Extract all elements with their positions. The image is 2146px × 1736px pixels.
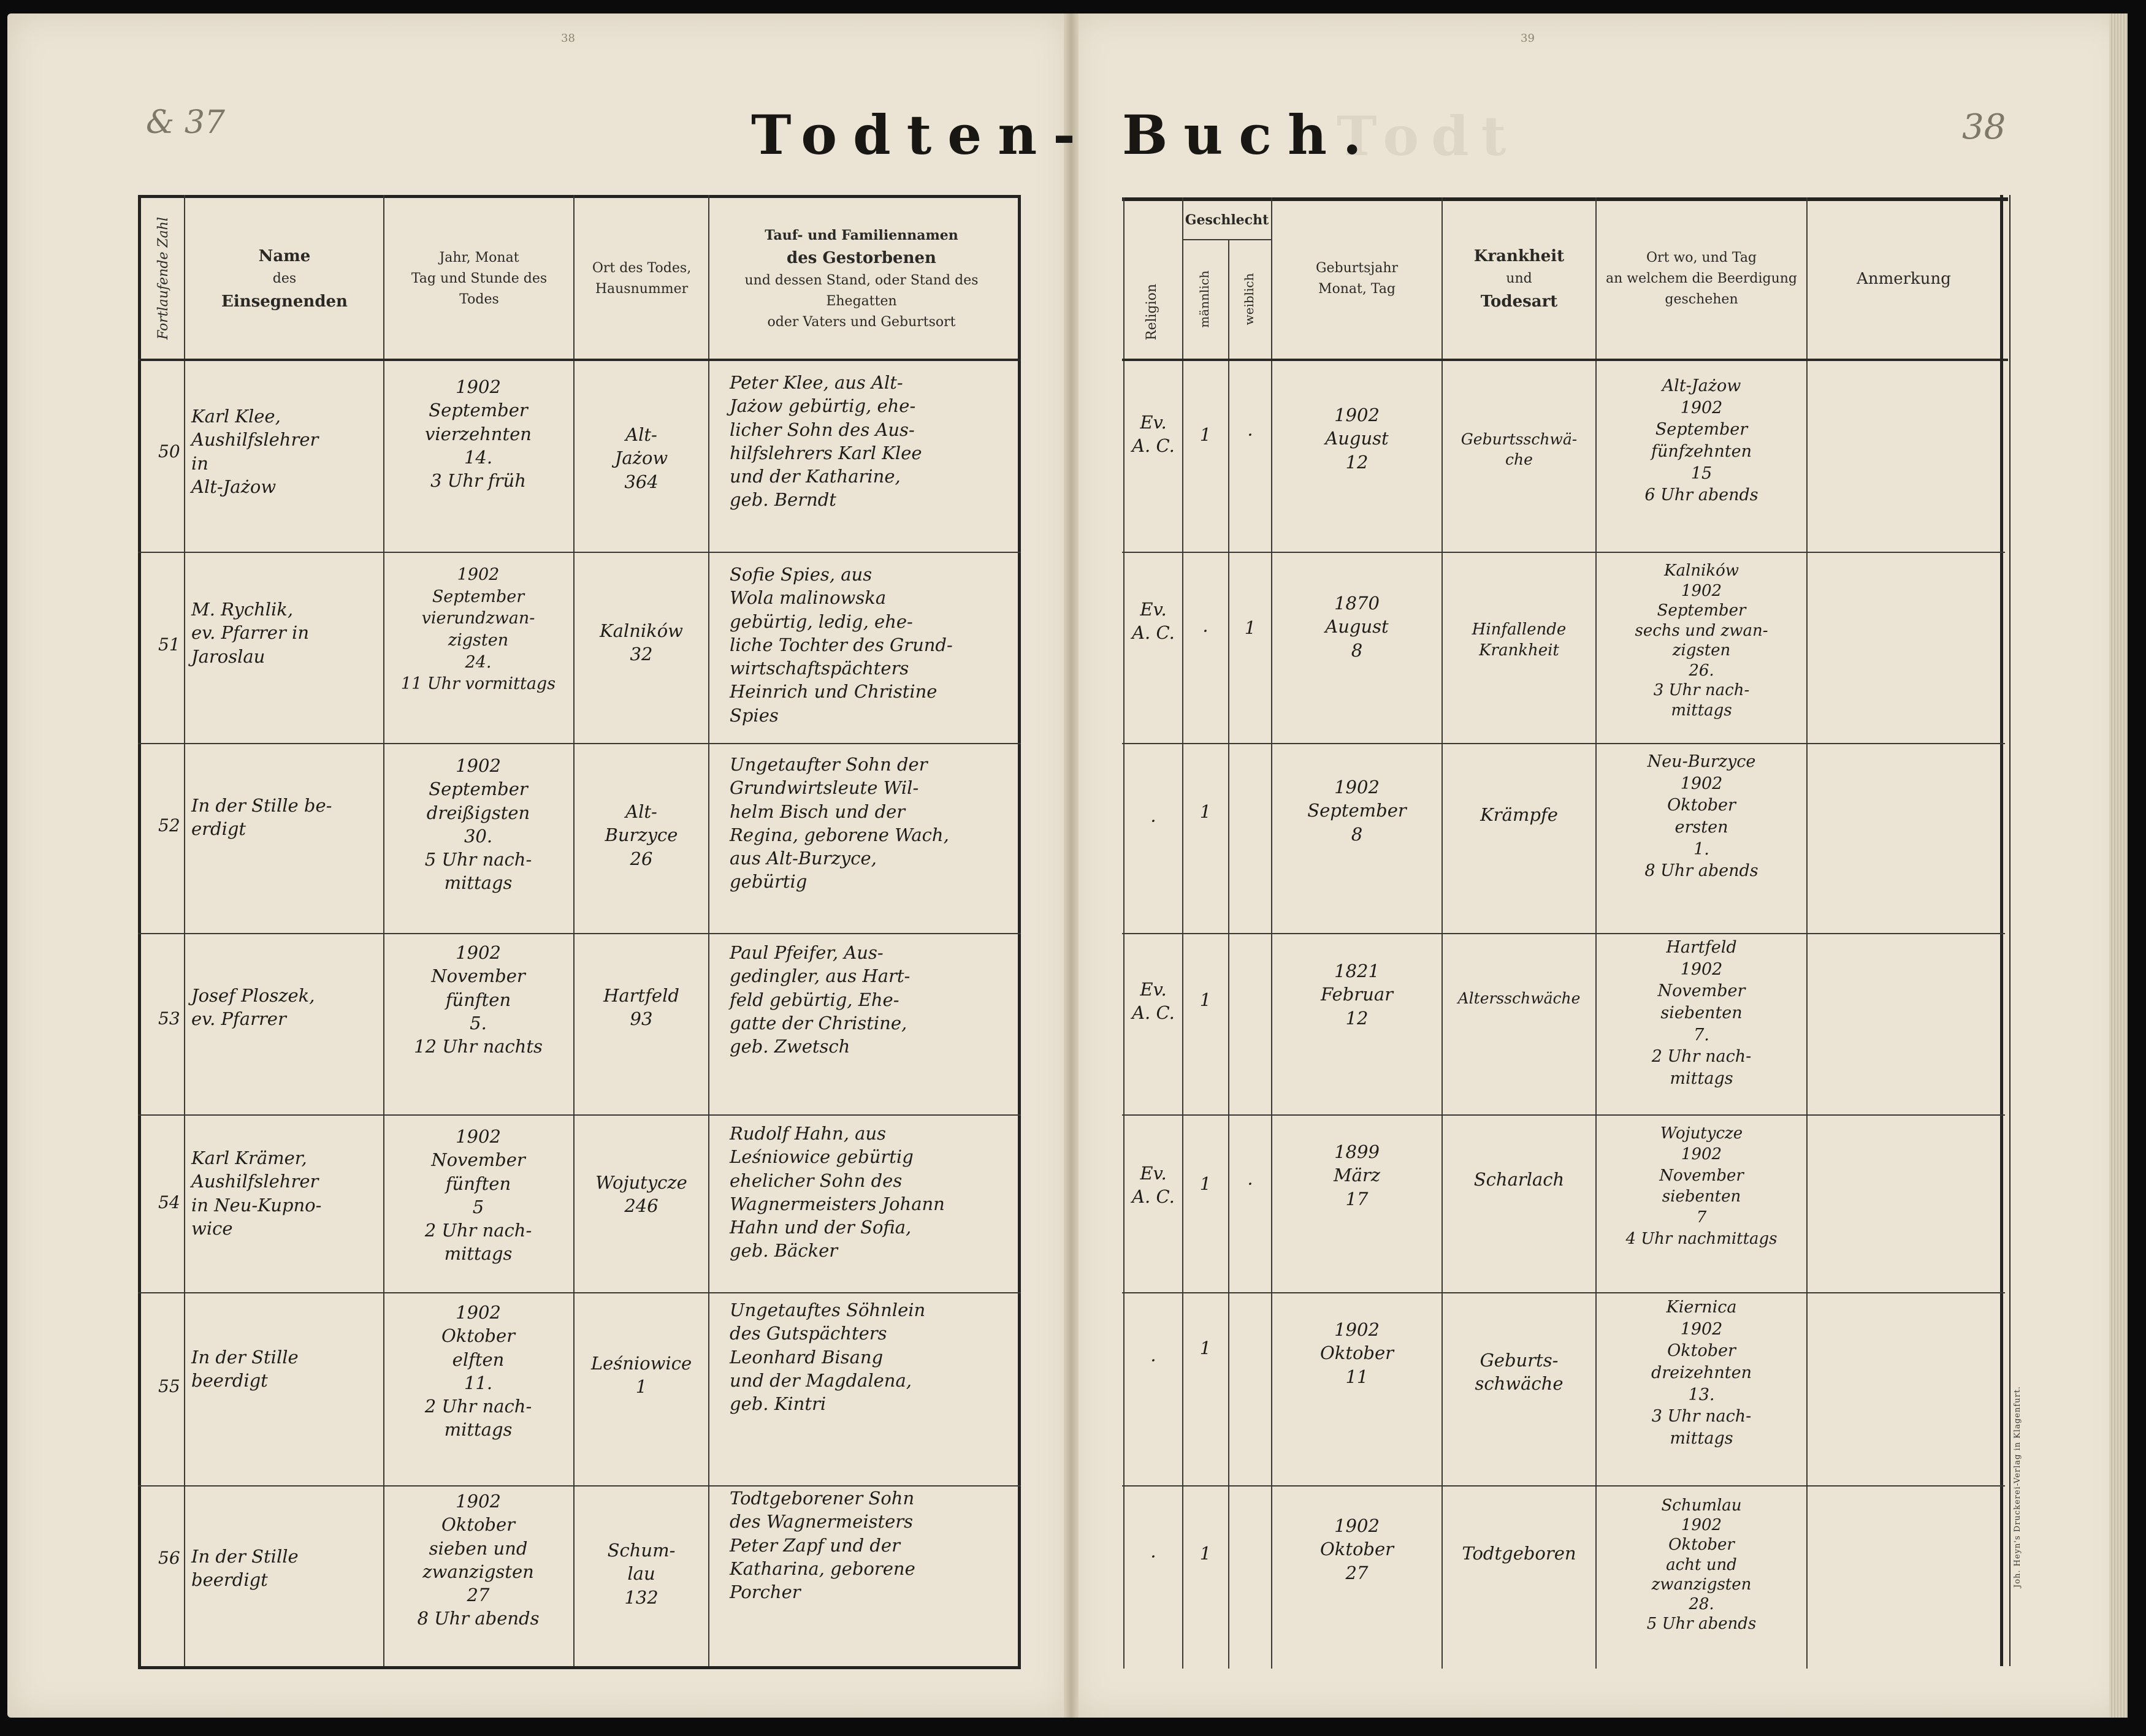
birth-date: 1902 Oktober 11 (1319, 1319, 1394, 1387)
deceased-details: Sofie Spies, aus Wola malinowska gebürtig, ledig, ehe- liche Tochter des Grund- wirtschaftspächters Heinrich und Christine Spies (730, 564, 953, 726)
death-place: Schum- lau 132 (607, 1540, 676, 1608)
header-geschlecht: Geschlecht (1185, 211, 1269, 228)
burial: Hartfeld 1902 November siebenten 7. 2 Uhr nach- mittags (1651, 938, 1752, 1088)
header-fortlaufende-zahl: Fortlaufende Zahl (156, 216, 171, 340)
page-edges (2109, 13, 2128, 1718)
burial: Kalników 1902 September sechs und zwan- zigsten 26. 3 Uhr nach- mittags (1635, 562, 1768, 720)
illness: Altersschwäche (1457, 989, 1581, 1007)
illness: Krämpfe (1480, 804, 1558, 825)
deceased-details: Rudolf Hahn, aus Leśniowice gebürtig ehelicher Sohn des Wagnermeisters Johann Hahn und der Sofia, geb. Bäcker (730, 1123, 945, 1262)
burial: Kiernica 1902 Oktober dreizehnten 13. 3 Uhr nach- mittags (1651, 1298, 1752, 1448)
death-place: Leśniowice 1 (590, 1353, 692, 1398)
illness: Geburts- schwäche (1475, 1350, 1564, 1395)
header-birth: Geburtsjahr Monat, Tag (1315, 260, 1399, 297)
religion: Ev. A. C. (1132, 979, 1175, 1024)
header-illness: Krankheit und Todesart (1473, 246, 1565, 311)
burial: Wojutycze 1902 November siebenten 7 4 Uhr nachmittags (1625, 1124, 1778, 1248)
ghost-bleedthrough-title: Todt (1337, 104, 1519, 168)
header-burial: Ort wo, und Tag an welchem die Beerdigung geschehen (1605, 249, 1797, 308)
religion: · (1150, 810, 1156, 831)
right-table-top (1122, 197, 2008, 201)
death-date: 1902 November fünften 5. 12 Uhr nachts (414, 942, 543, 1057)
death-place: Kalników 32 (599, 620, 684, 665)
officiant-name: In der Stille beerdigt (191, 1347, 299, 1391)
death-place: Wojutycze 246 (595, 1172, 687, 1217)
birth-date: 1899 März 17 (1333, 1141, 1381, 1209)
deceased-details: Ungetaufter Sohn der Grundwirtsleute Wil- helm Bisch und der Regina, geborene Wach, aus Alt-Burzyce, gebürtig (730, 754, 949, 893)
header-maennlich: männlich (1197, 270, 1212, 328)
officiant-name: In der Stille be- erdigt (191, 795, 332, 840)
religion: Ev. A. C. (1132, 599, 1175, 644)
officiant-name: Karl Krämer, Aushilfslehrer in Neu-Kupno- wice (191, 1148, 322, 1239)
death-date: 1902 September dreißigsten 30. 5 Uhr nach- mittags (424, 755, 532, 894)
row-number: 52 (158, 815, 180, 836)
illness: Geburtsschwä- che (1461, 430, 1578, 468)
religion: Ev. A. C. (1132, 412, 1175, 457)
burial: Neu-Burzyce 1902 Oktober ersten 1. 8 Uhr abends (1644, 752, 1758, 881)
title-part-1: Todten- (751, 103, 1091, 167)
row-number: 53 (158, 1008, 180, 1029)
death-place: Alt- Jażow 364 (614, 424, 668, 492)
birth-date: 1902 Oktober 27 (1319, 1515, 1394, 1583)
row-number: 50 (158, 441, 180, 462)
religion: Ev. A. C. (1132, 1163, 1175, 1208)
illness: Todtgeboren (1462, 1543, 1576, 1564)
book-gutter (1064, 13, 1079, 1718)
female: · (1247, 424, 1253, 445)
birth-date: 1902 August 12 (1325, 405, 1389, 473)
burial: Alt-Jażow 1902 September fünfzehnten 15 6 Uhr abends (1644, 376, 1758, 505)
burial: Schumlau 1902 Oktober acht und zwanzigsten 28. 5 Uhr abends (1646, 1496, 1757, 1634)
header-place: Ort des Todes, Hausnummer (592, 260, 692, 297)
male: 1 (1199, 1173, 1212, 1194)
religion: · (1150, 1350, 1156, 1371)
page-number-left: & 37 (146, 104, 225, 141)
officiant-name: Josef Ploszek, ev. Pfarrer (191, 985, 315, 1030)
birth-date: 1821 Februar 12 (1321, 961, 1393, 1029)
row-number: 55 (158, 1376, 180, 1396)
header-religion: Religion (1144, 283, 1159, 341)
header-date: Jahr, Monat Tag und Stunde des Todes (411, 249, 548, 308)
male: 1 (1199, 1543, 1212, 1564)
illness: Scharlach (1473, 1169, 1565, 1190)
death-date: 1902 November fünften 5 2 Uhr nach- mittags (424, 1126, 532, 1265)
deceased-details: Ungetauftes Söhnlein des Gutspächters Leonhard Bisang und der Magdalena, geb. Kintri (730, 1300, 926, 1415)
title-part-2: Buch. (1122, 103, 1378, 167)
death-date: 1902 September vierundzwan- zigsten 24. 11 Uhr vormittags (400, 565, 556, 694)
female: 1 (1244, 617, 1256, 638)
row-number: 54 (158, 1192, 180, 1213)
page-number-right: 38 (1962, 107, 2006, 147)
small-page-mark-right: 39 (1521, 32, 1535, 45)
illness: Hinfallende Krankheit (1472, 620, 1567, 660)
header-deceased: Tauf- und Familiennamen des Gestorbenen und dessen Stand, oder Stand des Ehegatten oder Vaters und Geburtsort (744, 227, 979, 330)
death-date: 1902 Oktober sieben und zwanzigsten 27 8 Uhr abends (417, 1491, 540, 1629)
male: 1 (1199, 989, 1212, 1010)
religion: · (1150, 1546, 1156, 1567)
death-place: Alt- Burzyce 26 (605, 801, 678, 869)
birth-date: 1902 September 8 (1307, 777, 1407, 845)
officiant-name: Karl Klee, Aushilfslehrer in Alt-Jażow (191, 406, 319, 497)
male: 1 (1199, 1338, 1212, 1358)
male: 1 (1199, 424, 1212, 445)
deceased-details: Todtgeborener Sohn des Wagnermeisters Peter Zapf und der Katharina, geborene Porcher (730, 1488, 915, 1603)
header-name: Name des Einsegnenden (221, 246, 348, 311)
male: · (1202, 620, 1209, 641)
male: 1 (1199, 801, 1212, 822)
death-date: 1902 September vierzehnten 14. 3 Uhr früh (425, 376, 532, 492)
header-remark: Anmerkung (1857, 269, 1951, 288)
right-table-border (2000, 195, 2010, 1666)
deceased-details: Paul Pfeifer, Aus- gedingler, aus Hart- feld gebürtig, Ehe- gatte der Christine, geb. Zwetsch (730, 942, 911, 1057)
birth-date: 1870 August 8 (1325, 593, 1389, 661)
death-place: Hartfeld 93 (603, 985, 679, 1030)
death-date: 1902 Oktober elften 11. 2 Uhr nach- mittags (424, 1302, 532, 1441)
female: · (1247, 1173, 1253, 1194)
officiant-name: M. Rychlik, ev. Pfarrer in Jaroslau (191, 599, 309, 667)
header-weiblich: weiblich (1242, 273, 1256, 326)
row-number: 56 (158, 1548, 180, 1568)
small-page-mark-left: 38 (561, 32, 575, 45)
row-number: 51 (158, 634, 180, 655)
deceased-details: Peter Klee, aus Alt- Jażow gebürtig, ehe- licher Sohn des Aus- hilfslehrers Karl Klee und der Katharine, geb. Berndt (730, 372, 922, 511)
officiant-name: In der Stille beerdigt (191, 1546, 299, 1591)
printer-imprint: Joh. Heyn's Druckerei-Verlag in Klagenfurt. (2013, 1385, 2022, 1588)
